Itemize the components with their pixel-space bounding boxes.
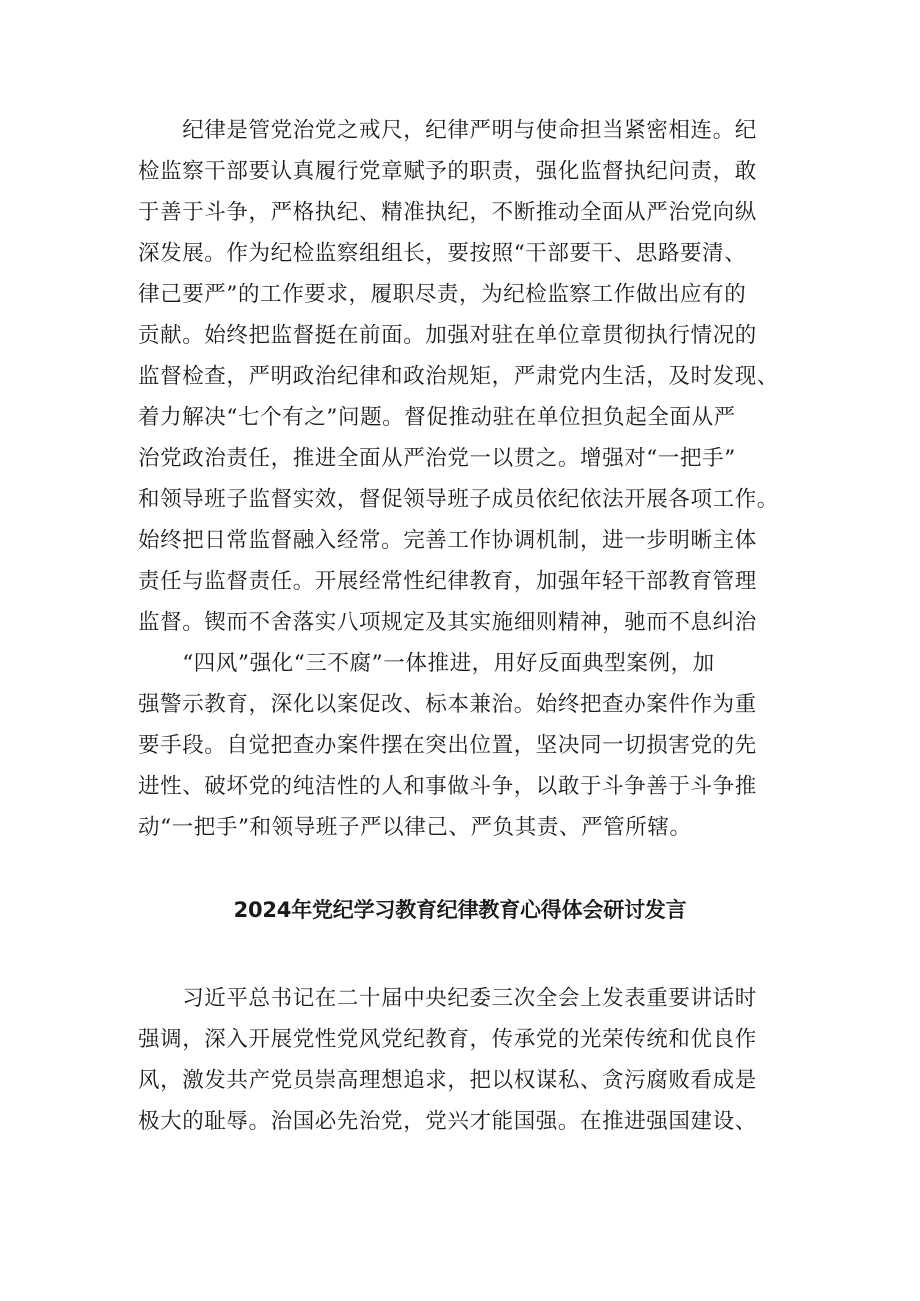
paragraph-line: “四风”强化“三不腐”一体推进，用好反面典型案例，加	[138, 651, 715, 676]
paragraph-line: 治党政治责任，推进全面从严治党一以贯之。增强对“一把手”	[138, 446, 736, 471]
paragraph-line: 贡献。始终把监督挺在前面。加强对驻在单位章贯彻执行情况的	[138, 323, 757, 348]
paragraph-line: 纪律是管党治党之戒尺，纪律严明与使命担当紧密相连。纪	[138, 118, 757, 143]
paragraph-line: 习近平总书记在二十届中央纪委三次全会上发表重要讲话时	[138, 986, 757, 1011]
paragraph-line: 检监察干部要认真履行党章赋予的职责，强化监督执纪问责，敢	[138, 159, 757, 184]
paragraph-line: 于善于斗争，严格执纪、精准执纪，不断推动全面从严治党向纵	[138, 200, 757, 225]
paragraph-line: 律己要严”的工作要求，履职尽责，为纪检监察工作做出应有的	[138, 282, 747, 307]
paragraph-line: 进性、破坏党的纯洁性的人和事做斗争，以敢于斗争善于斗争推	[138, 774, 757, 799]
paragraph-line: 责任与监督责任。开展经常性纪律教育，加强年轻干部教育管理	[138, 569, 757, 594]
paragraph-line: 监督。锲而不舍落实八项规定及其实施细则精神，驰而不息纠治	[138, 610, 757, 635]
paragraph-line: 着力解决“七个有之”问题。督促推动驻在单位担负起全面从严	[138, 405, 736, 430]
paragraph-line: 深发展。作为纪检监察组组长，要按照“干部要干、思路要清、	[138, 241, 747, 266]
paragraph-line: 和领导班子监督实效，督促领导班子成员依纪依法开展各项工作。	[138, 487, 779, 512]
paragraph-line: 监督检查，严明政治纪律和政治规矩，严肃党内生活，及时发现、	[138, 364, 779, 389]
paragraph-line: 风，激发共产党员崇高理想追求，把以权谋私、贪污腐败看成是	[138, 1068, 757, 1093]
paragraph-line: 极大的耻辱。治国必先治党，党兴才能国强。在推进强国建设、	[138, 1109, 757, 1134]
paragraph-line: 始终把日常监督融入经常。完善工作协调机制，进一步明晰主体	[138, 528, 757, 553]
section-heading: 2024年党纪学习教育纪律教育心得体会研讨发言	[233, 898, 687, 922]
paragraph-line: 强调，深入开展党性党风党纪教育，传承党的光荣传统和优良作	[138, 1027, 757, 1052]
paragraph-line: 强警示教育，深化以案促改、标本兼治。始终把查办案件作为重	[138, 692, 757, 717]
paragraph-line: 动“一把手”和领导班子严以律己、严负其责、严管所辖。	[138, 815, 692, 840]
paragraph-line: 要手段。自觉把查办案件摆在突出位置，坚决同一切损害党的先	[138, 733, 757, 758]
